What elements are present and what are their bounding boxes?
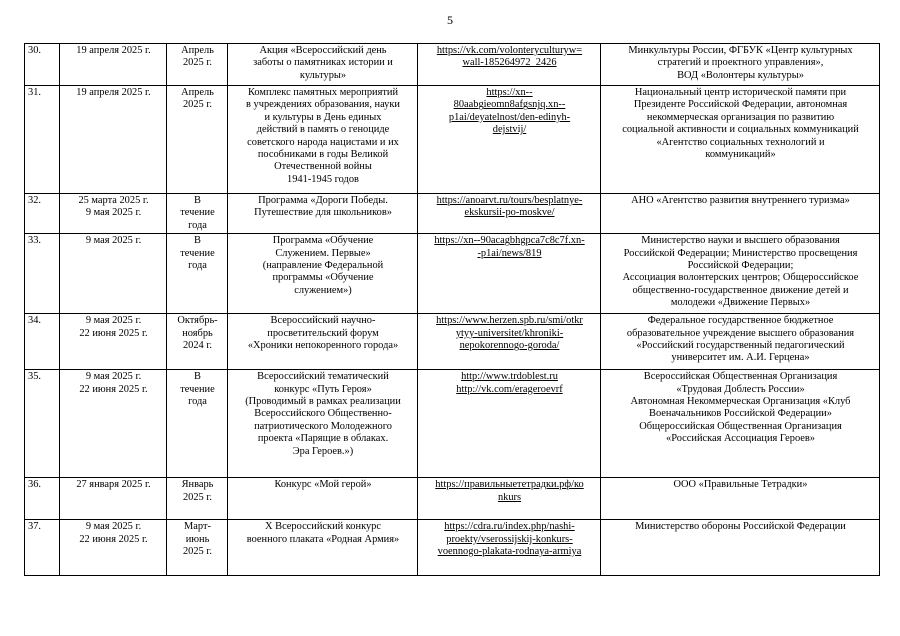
event-link[interactable]: 80aabgieomn8afgsnjq.xn--	[453, 99, 566, 111]
event-link[interactable]: http://vk.com/erageroevrf	[456, 383, 563, 395]
event-link[interactable]: https://www.herzen.spb.ru/smi/otkr	[436, 315, 583, 327]
event-date: 27 января 2025 г.	[60, 478, 167, 520]
event-period: В течение года	[167, 370, 228, 478]
event-date: 9 мая 2025 г. 22 июня 2025 г.	[60, 370, 167, 478]
row-number: 32.	[25, 194, 60, 234]
event-date: 9 мая 2025 г. 22 июня 2025 г.	[60, 520, 167, 576]
event-link-cell	[418, 86, 601, 194]
event-period: В течение года	[167, 194, 228, 234]
event-name: Программа «Обучение Служением. Первые» (направление Федеральной программы «Обучение служением»)	[228, 234, 418, 314]
event-link-cell	[418, 314, 601, 370]
event-link[interactable]: dejstvij/	[492, 124, 527, 136]
event-link[interactable]: proekty/vserossijskij-konkurs-	[446, 533, 573, 545]
event-name: X Всероссийский конкурс военного плаката «Родная Армия»	[228, 520, 418, 576]
event-name: Акция «Всероссийский день заботы о памятниках истории и культуры»	[228, 44, 418, 86]
row-number: 35.	[25, 370, 60, 478]
event-organizer: Министерство обороны Российской Федерации	[601, 520, 880, 576]
row-number: 36.	[25, 478, 60, 520]
event-link-cell	[418, 370, 601, 478]
row-number: 33.	[25, 234, 60, 314]
event-period: В течение года	[167, 234, 228, 314]
row-number: 34.	[25, 314, 60, 370]
event-link[interactable]: ytyy-universitet/khroniki-	[455, 327, 564, 339]
event-link[interactable]: https://vk.com/volonteryculturyw=	[436, 45, 583, 56]
table-row	[25, 44, 880, 86]
table-row	[25, 194, 880, 234]
event-link[interactable]: p1ai/deyatelnost/den-edinyh-	[448, 111, 571, 123]
row-number: 31.	[25, 86, 60, 194]
table-row	[25, 314, 880, 370]
page-number: 5	[447, 13, 453, 27]
event-link[interactable]: https://правильныететрадки.рф/ко	[435, 479, 584, 491]
event-organizer: Национальный центр исторической памяти при Президенте Российской Федерации, автономная некоммерческая организация по развитию социальной активности и социальных коммуникаций «Агентство социальных технологий и коммуникаций»	[601, 86, 880, 194]
table-row	[25, 370, 880, 478]
event-period: Январь 2025 г.	[167, 478, 228, 520]
event-link[interactable]: nepokorennogo-goroda/	[459, 340, 560, 352]
table-row	[25, 234, 880, 314]
event-link[interactable]: -p1ai/news/819	[477, 247, 542, 259]
event-link[interactable]: https://xn--	[486, 87, 533, 98]
row-number: 37.	[25, 520, 60, 576]
table-row	[25, 520, 880, 576]
events-table	[24, 43, 880, 576]
event-organizer: Министерство науки и высшего образования Российской Федерации; Министерство просвещения Российской Федерации; Ассоциация волонтерских центров; Общероссийское общественно-государственное движение детей и молодежи «Движение Первых»	[601, 234, 880, 314]
event-date: 19 апреля 2025 г.	[60, 44, 167, 86]
event-link-cell	[418, 234, 601, 314]
event-link-cell	[418, 44, 601, 86]
event-link[interactable]: https://anoarvt.ru/tours/besplatnye-	[436, 195, 583, 206]
event-link-cell	[418, 194, 601, 234]
event-period: Март- июнь 2025 г.	[167, 520, 228, 576]
table-row	[25, 86, 880, 194]
event-link[interactable]: voennogo-plakata-rodnaya-armiya	[437, 546, 582, 558]
table-row	[25, 478, 880, 520]
event-link[interactable]: ekskursii-po-moskve/	[464, 207, 555, 219]
event-date: 19 апреля 2025 г.	[60, 86, 167, 194]
event-period: Апрель 2025 г.	[167, 44, 228, 86]
event-name: Всероссийский научно- просветительский форум «Хроники непокоренного города»	[228, 314, 418, 370]
event-period: Октябрь- ноябрь 2024 г.	[167, 314, 228, 370]
event-organizer: АНО «Агентство развития внутреннего туризма»	[601, 194, 880, 234]
event-name: Всероссийский тематический конкурс «Путь Героя» (Проводимый в рамках реализации Всероссийского Общественно- патриотического Молодежного проекта «Парящие в облаках. Эра Героев.»)	[228, 370, 418, 478]
event-name: Конкурс «Мой герой»	[228, 478, 418, 520]
row-number: 30.	[25, 44, 60, 86]
event-link-cell	[418, 520, 601, 576]
event-link[interactable]: https://cdra.ru/index.php/nashi-	[444, 521, 575, 533]
event-date: 9 мая 2025 г. 22 июня 2025 г.	[60, 314, 167, 370]
event-date: 9 мая 2025 г.	[60, 234, 167, 314]
event-link[interactable]: https://xn--90acagbhgpca7c8c7f.xn-	[434, 235, 585, 247]
event-link[interactable]: wall-185264972_2426	[462, 57, 557, 69]
event-organizer: Всероссийская Общественная Организация «Трудовая Доблесть России» Автономная Некоммерческая Организация «Клуб Военачальников Российской Федерации» Общероссийская Общественная Организация «Российская Ассоциация Героев»	[601, 370, 880, 478]
event-link[interactable]: http://www.trdoblest.ru	[461, 371, 558, 383]
event-organizer: Федеральное государственное бюджетное образовательное учреждение высшего образования «Российский государственный педагогический университет им. А.И. Герцена»	[601, 314, 880, 370]
event-date: 25 марта 2025 г. 9 мая 2025 г.	[60, 194, 167, 234]
event-organizer: Минкультуры России, ФГБУК «Центр культурных стратегий и проектного управления», ВОД «Волонтеры культуры»	[601, 44, 880, 86]
event-link-cell	[418, 478, 601, 520]
event-period: Апрель 2025 г.	[167, 86, 228, 194]
event-name: Комплекс памятных мероприятий в учреждениях образования, науки и культуры в День единых действий в память о геноциде советского народа нацистами и их пособниками в годы Великой Отечественной войны 1941-1945 годов	[228, 86, 418, 194]
event-organizer: ООО «Правильные Тетрадки»	[601, 478, 880, 520]
event-name: Программа «Дороги Победы. Путешествие для школьников»	[228, 194, 418, 234]
event-link[interactable]: nkurs	[497, 491, 522, 503]
